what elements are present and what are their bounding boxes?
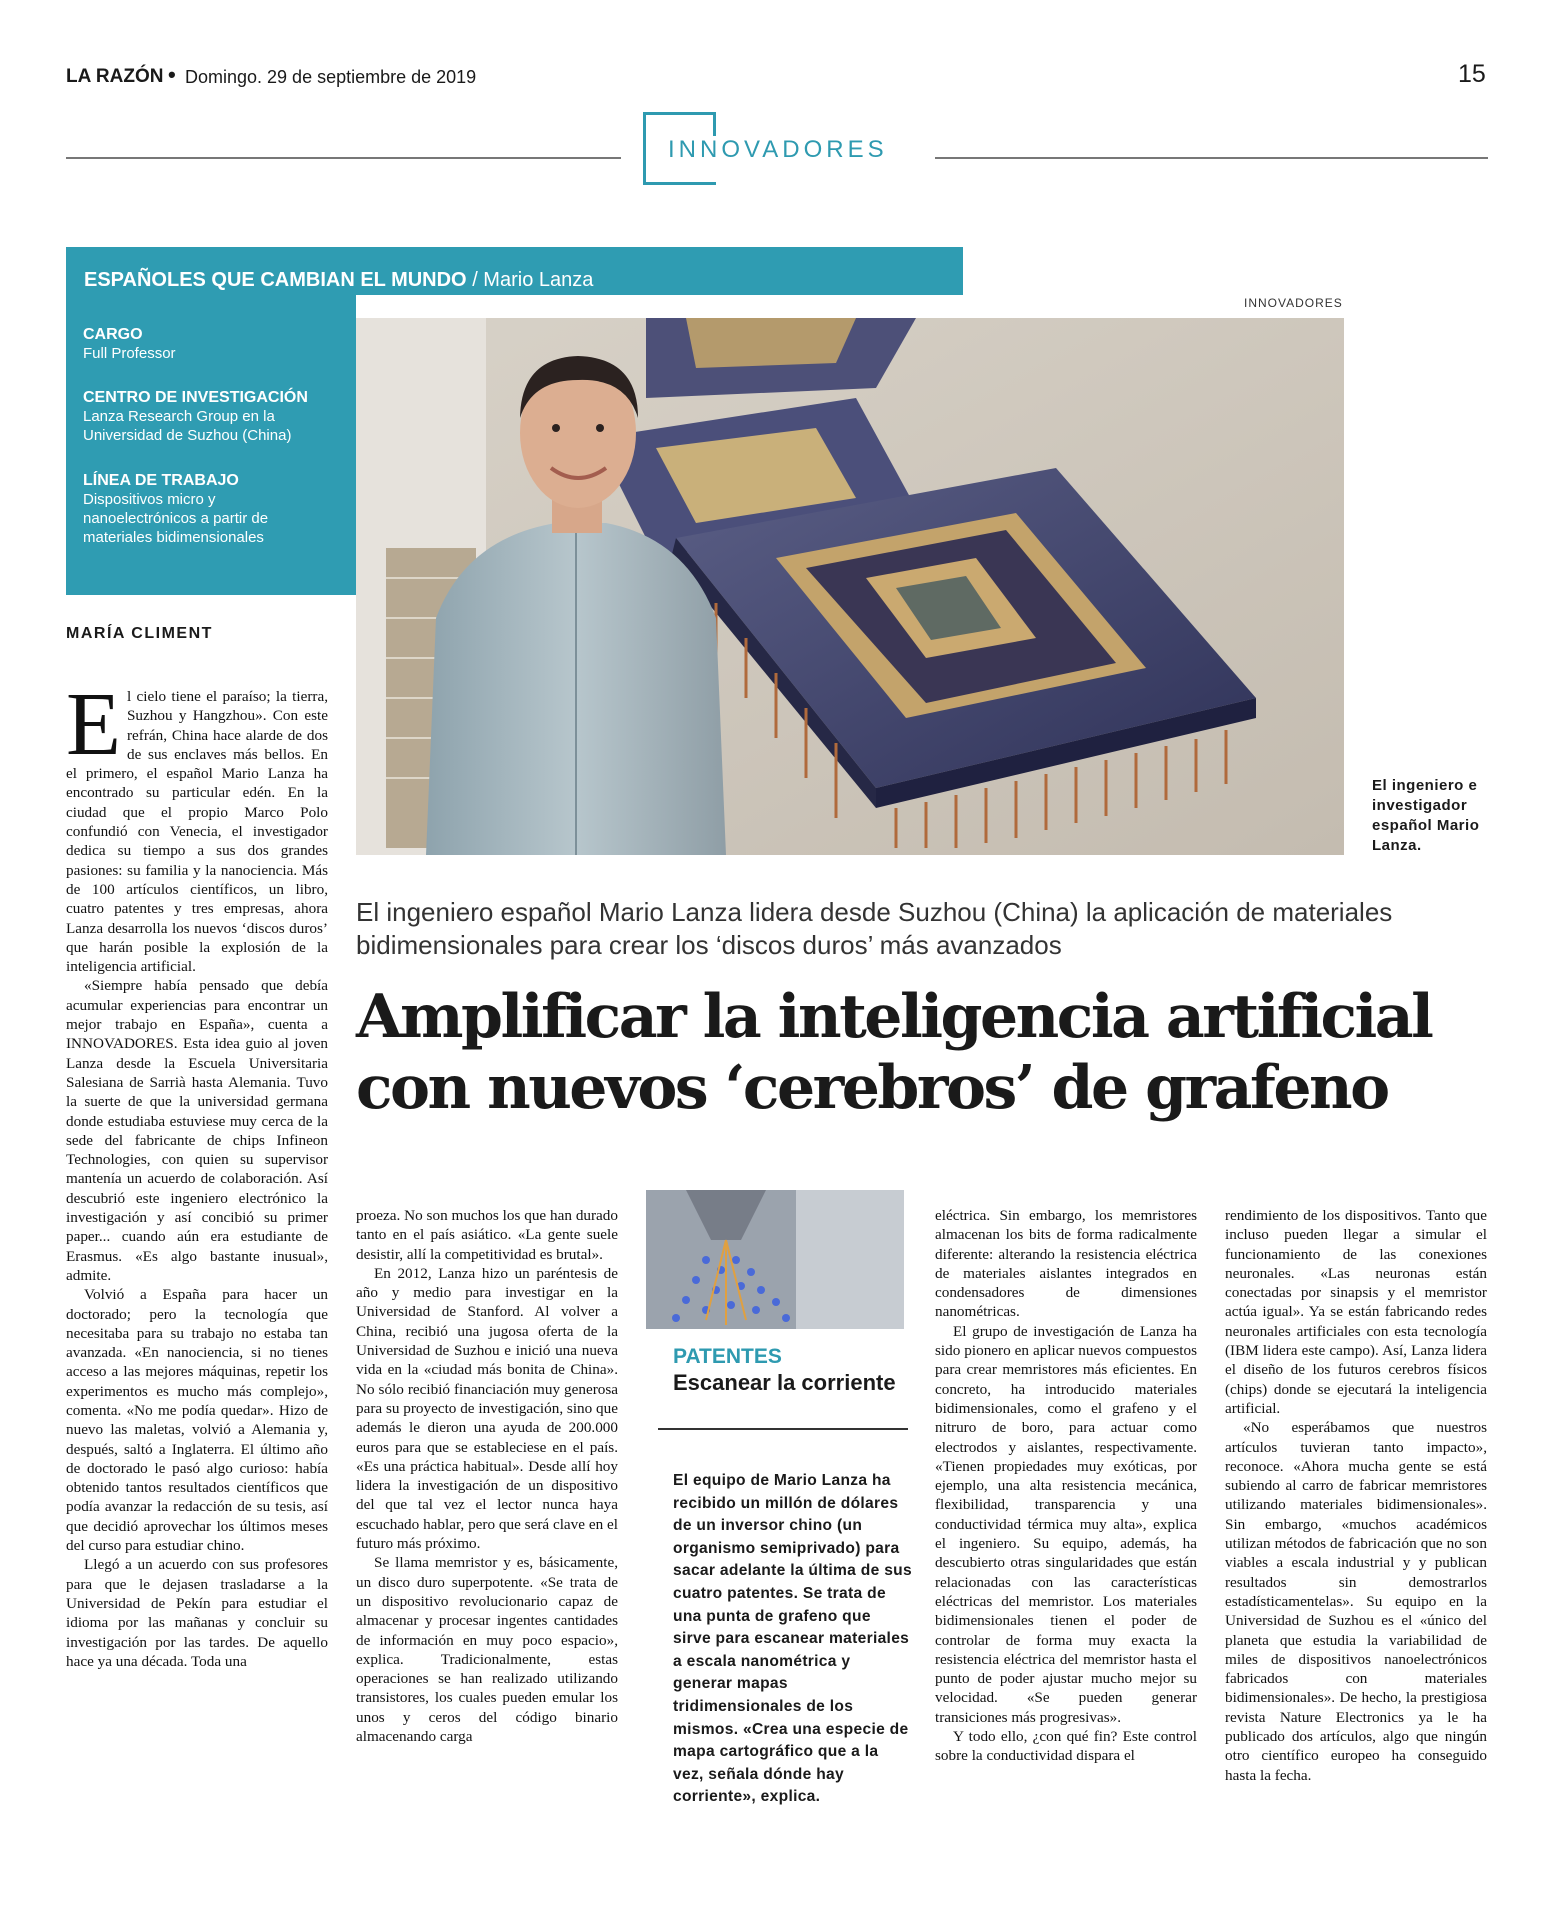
paragraph: eléctrica. Sin embargo, los memristores almacenan los bits de forma radicalmente diferente: alterando la resistencia eléctrica de materiales aislantes integrados en condensadores de dimensiones nanométricas. [935, 1207, 1197, 1321]
sidebar-body: El equipo de Mario Lanza ha recibido un millón de dólares de un inversor chino (un organismo semiprivado) para sacar adelante la última de sus cuatro patentes. Se trata de una punta de grafeno que sirve para escanear materiales a escala nanométrica y generar mapas tridimensionales de los mismos. «Crea una especie de mapa cartográfico que a la vez, señala dónde hay corriente», explica. [673, 1472, 912, 1806]
paragraph: Volvió a España para hacer un doctorado; pero la tecnología que necesitaba para su trabajo no estaba tan avanzada. «En nanociencia, si no tienes acceso a las mejores máquinas, repetir los experimentos es mucho más complejo», comenta. «No me podía quedar». Hizo de nuevo las maletas, volvió a Alemania y, después, saltó a Inglaterra. El último año de doctorado le pasó algo curioso: había obtenido tantos resultados científicos que podía avanzar la redacción de su tesis, así que decidió aprovechar los últimos meses del curso para estudiar chino. [66, 1286, 328, 1555]
article-column-1 [66, 675, 328, 1671]
subheadline: El ingeniero español Mario Lanza lidera desde Suzhou (China) la aplicación de materiales bidimensionales para crear los ‘discos duros’ más avanzados [356, 897, 1393, 960]
paragraph: «No esperábamos que nuestros artículos tuvieran tanto impacto», reconoce. «Ahora mucha gente se está subiendo al carro de fabricar memristores utilizando materiales bidimensionales». Sin embargo, «muchos académicos utilizan métodos de fabricación que no son viables a escala industrial y y publican resultados sin demostrarlos estadísticamentelas». Su equipo en la Universidad de Suzhou es el «único del planeta que estudia la variabilidad de miles de dispositivos nanoelectrónicos fabricados con materiales bidimensionales». De hecho, la prestigiosa revista Nature Electronics ya le ha publicado dos artículos, algo que ningún otro científico europeo ha conseguido hasta la fecha. [1225, 1419, 1487, 1784]
sidebar-title: Escanear la corriente [673, 1370, 896, 1395]
article-column-2 [356, 1206, 618, 1746]
profile-value-cargo: Full Professor [83, 345, 176, 362]
series-title [84, 269, 593, 292]
sidebar-image [646, 1190, 904, 1329]
header-rule-right [935, 157, 1488, 159]
profile-label-cargo: CARGO [83, 326, 143, 343]
paragraph: En 2012, Lanza hizo un paréntesis de año y medio para investigar en la Universidad de Stanford. Al volver a China, recibió una jugosa oferta de la Universidad de Suzhou e inició una nueva vida en la «ciudad más bonita de China». No sólo recibió financiación muy generosa para su proyecto de investigación, sino que además le dieron una ayuda de 200.000 euros para que se estableciese en el país. «Es una práctica habitual». Desde allí hoy lidera la investigación de un dispositivo del que tal vez el lector nunca haya escuchado hablar, pero que será clave en el futuro más próximo. [356, 1264, 618, 1553]
paragraph: Se llama memristor y es, básicamente, un disco duro superpotente. «Se trata de un dispositivo revolucionario capaz de almacenar y procesar ingentes cantidades de información en muy poco espacio», explica. Tradicionalmente, estas operaciones se han realizado utilizando transistores, los cuales pueden emular los unos y ceros del código binario almacenando carga [356, 1554, 618, 1746]
profile-name: / Mario Lanza [472, 269, 594, 291]
sidebar-tag: PATENTES [673, 1345, 782, 1368]
header-separator: • [168, 62, 176, 87]
profile-label-linea: LÍNEA DE TRABAJO [83, 472, 239, 489]
photo-credit: INNOVADORES [1244, 296, 1343, 310]
paragraph: «Siempre había pensado que debía acumular experiencias para encontrar un mejor trabajo en España», cuenta a INNOVADORES. Esta idea guio al joven Lanza desde la Escuela Universitaria Salesiana de Sarrià hasta Alemania. Tuvo la suerte de que la universidad germana donde estudiaba estuviese muy cerca de la sede del fabricante de chips Infineon Technologies, con quien su supervisor mantenía un acuerdo de colaboración. Así descubrió este ingeniero electrónico la investigación y así concibió su primer paper... cuando aún era estudiante de Erasmus. «Es algo bastante inusual», admite. [66, 977, 328, 1284]
article-column-5 [1225, 1206, 1487, 1785]
graphene-tip-illustration [646, 1190, 904, 1329]
newspaper-brand: LA RAZÓN [66, 66, 164, 87]
profile-label-centro: CENTRO DE INVESTIGACIÓN [83, 389, 308, 406]
section-title: INNOVADORES [664, 136, 892, 164]
sidebar-rule [658, 1428, 908, 1430]
author-byline: MARÍA CLIMENT [66, 625, 213, 642]
photo-caption: El ingeniero e investigador español Mario Lanza. [1372, 777, 1480, 854]
headline: Amplificar la inteligencia artificial con nuevos ‘cerebros’ de grafeno [356, 982, 1432, 1123]
article-column-4 [935, 1206, 1197, 1766]
paragraph: rendimiento de los dispositivos. Tanto que incluso pueden llegar a simular el funcionamiento de las conexiones neuronales. «Las neuronas están conectadas por sinapsis y el memristor actúa igual». Ya se están fabricando redes neuronales artificiales con esta tecnología (IBM lidera este campo). Así, Lanza lidera el diseño de los futuros cerebros físicos (chips) donde se ejecutará la inteligencia artificial. [1225, 1207, 1487, 1417]
profile-value-centro: Lanza Research Group en la Universidad de Suzhou (China) [83, 408, 292, 444]
paragraph: proeza. No son muchos los que han durado tanto en el país asiático. «La gente suele desistir, allí la competitividad es brutal». [356, 1207, 618, 1263]
paragraph: l cielo tiene el paraíso; la tierra, Suzhou y Hangzhou». Con este refrán, China hace alarde de dos de sus enclaves más bellos. En el primero, el español Mario Lanza ha encontrado su particular edén. En la ciudad que el propio Marco Polo confundió con Venecia, el investigador dedica su tiempo a sus dos grandes pasiones: su familia y la nanociencia. Más de 100 artículos científicos, un libro, cuatro patentes y tres empresas, ahora Lanza desarrolla los nuevos ‘discos duros’ que harán posible la explosión de la inteligencia artificial. [66, 688, 328, 976]
paragraph: El grupo de investigación de Lanza ha sido pionero en aplicar nuevos compuestos para crear memristores más eficientes. En concreto, ha introducido materiales bidimensionales, como el grafeno y el nitruro de boro, para actuar como electrodos y aislantes, respectivamente. «Tienen propiedades muy exóticas, por ejemplo, una alta resistencia mecánica, flexibilidad, transparencia y una conductividad térmica muy alta», explica el ingeniero. Su equipo, además, ha descubierto otras singularidades que están relacionadas con las características eléctricas del memristor. Los materiales bidimensionales tienen el poder de controlar de forma muy exacta la resistencia eléctrica del memristor hasta el punto de poder ajustar mucho mejor su velocidad. «Se pueden generar transiciones más progresivas». [935, 1322, 1197, 1726]
main-photo [356, 318, 1344, 855]
photo-illustration [356, 318, 1344, 855]
drop-cap: E [66, 675, 121, 774]
page-number: 15 [1458, 60, 1486, 88]
paragraph: Y todo ello, ¿con qué fin? Este control sobre la conductividad dispara el [935, 1728, 1197, 1765]
profile-value-linea: Dispositivos micro y nanoelectrónicos a partir de materiales bidimensionales [83, 491, 269, 546]
header-rule-left [66, 157, 621, 159]
paragraph: Llegó a un acuerdo con sus profesores para que le dejasen trasladarse a la Universidad de Pekín para estudiar el idioma por las mañanas y concluir su investigación por las tardes. De aquello hace ya una década. Toda una [66, 1556, 328, 1670]
issue-date: Domingo. 29 de septiembre de 2019 [185, 67, 477, 87]
series-label: ESPAÑOLES QUE CAMBIAN EL MUNDO [84, 269, 467, 291]
